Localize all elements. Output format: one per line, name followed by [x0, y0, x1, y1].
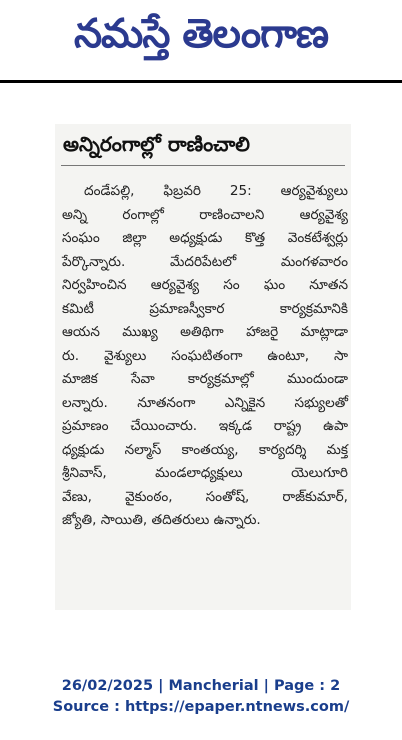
article-line: కమిటీ ప్రమాణస్వీకార కార్యక్రమానికి: [62, 300, 348, 317]
article-line: సంఘం జిల్లా అధ్యక్షుడు కొత్త వెంకటేశ్వర్లు: [62, 230, 348, 246]
article-line: పేర్కొన్నారు. మేదరిపేటలో మంగళవారం: [62, 253, 348, 270]
article-line: జ్యోతి, సాయితి, తదితరులు ఉన్నారు.: [62, 512, 261, 528]
article-line: ఆయన ముఖ్య అతిథిగా హాజరై మాట్లాడా: [62, 324, 348, 340]
masthead-divider: [0, 80, 402, 83]
article-line: నిర్వహించిన ఆర్యవైశ్య సం ఘం నూతన: [62, 277, 348, 293]
article-line: రు. వైశ్యులు సంఘటితంగా ఉంటూ, సా: [62, 347, 348, 364]
article-line: శ్రీనివాస్, మండలాధ్యక్షులు యెలుగూరి: [62, 465, 348, 481]
masthead-logo: నమస్తే తెలంగాణ: [73, 11, 329, 57]
article-body: [62, 180, 348, 533]
article-line: మాజిక సేవా కార్యక్రమాల్లో ముందుండా: [62, 371, 348, 387]
article-line: అన్ని రంగాల్లో రాణించాలని ఆర్యవైశ్య: [62, 206, 348, 223]
headline-divider: [61, 165, 345, 166]
source-link[interactable]: Source : https://epaper.ntnews.com/: [52, 699, 350, 715]
article-line: దండేపల్లి, ఫిబ్రవరి 25: ఆర్యవైశ్యులు: [84, 183, 348, 199]
publication-info: 26/02/2025 | Mancherial | Page : 2: [61, 678, 341, 694]
article-line: ధ్యక్షుడు నల్మాస్ కాంతయ్య, కార్యదర్శి మక్త: [62, 441, 348, 458]
article-headline: అన్నిరంగాల్లో రాణించాలి: [63, 132, 250, 156]
news-clipping: [55, 124, 351, 610]
article-line: వేణు, వైకుంఠం, సంతోష్, రాజ్‌కుమార్,: [62, 488, 348, 505]
article-line: ప్రమాణం చేయించారు. ఇక్కడ రాష్ట్ర ఉపా: [62, 418, 348, 434]
article-line: లన్నారు. నూతనంగా ఎన్నికైన సభ్యులతో: [62, 394, 348, 411]
